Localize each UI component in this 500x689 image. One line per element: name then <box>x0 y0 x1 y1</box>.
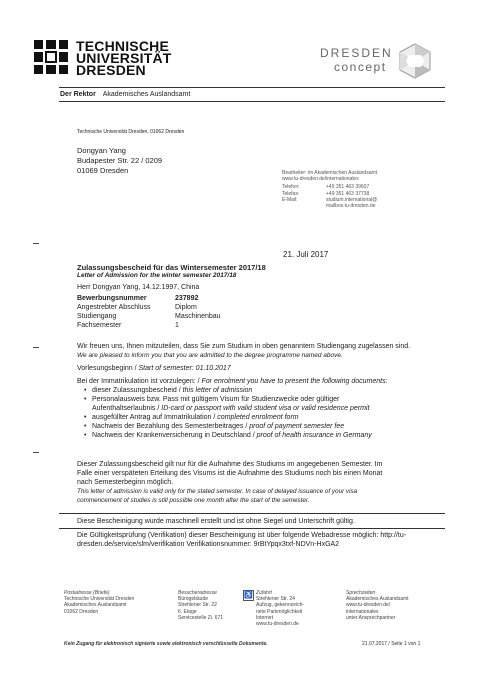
list-item: • Nachweis der Krankenversicherung in Deutschland / proof of health insurance in Germany <box>82 431 457 440</box>
dc-logo-mark <box>396 42 434 80</box>
field-label: Studiengang <box>77 313 117 320</box>
recipient-street: Budapester Str. 22 / 0209 <box>77 156 163 165</box>
field-row <box>77 294 221 303</box>
footer-line: Aufzug, gekennzeich- <box>256 602 305 609</box>
header-rule-top <box>59 87 445 88</box>
contact-label: Telefax: <box>282 190 300 197</box>
validity-de-2: Falle einer verspäteten Erteilung des Visums ist die Aufnahme des Studiums noch bis einen Monat <box>77 470 383 477</box>
required-heading: Bei der Immatrikulation ist vorzulegen: / For enrolment you have to present the following documents: <box>77 378 388 385</box>
footer-line: 01062 Dresden <box>64 608 99 615</box>
item-en: ID-card or passport with valid student visa or valid residence permit <box>161 405 370 412</box>
item-en: completed enrolment form <box>217 414 299 421</box>
verify-line-1: Die Gültigkeitsprüfung (Verifikation) dieser Bescheinigung ist über folgende Webadresse möglich: http://tu- <box>77 532 407 539</box>
contact-label: Telefon: <box>282 184 300 191</box>
footer-line: www.tu-dresden.de <box>256 621 299 628</box>
field-row <box>77 321 221 330</box>
item-de-cont: Aufenthaltserlaubnis <box>92 405 156 412</box>
contact-email2: mailbox.tu-dresden.de <box>326 203 376 210</box>
contact-value: studium.international@ <box>326 196 378 203</box>
verification <box>77 531 462 549</box>
footer-line: Internet <box>256 614 273 621</box>
verify-line-2: dresden.de/service/slm/verifikation Verifikationsnummer: 9rBtYpqx3txf-NDVn-HxGA2 <box>77 541 340 548</box>
item-de: dieser Zulassungsbescheid <box>92 387 177 394</box>
divider <box>59 513 445 514</box>
footer-line: 6. Etage <box>178 608 197 615</box>
accessibility-icon: ♿ <box>244 592 253 599</box>
validity-paragraph <box>77 460 462 505</box>
recipient-city: 01069 Dresden <box>77 166 129 175</box>
list-item: • Nachweis der Bezahlung des Semesterbeitrages / proof of payment semester fee <box>82 422 457 431</box>
semester-start: Vorlesungsbeginn / Start of semester: 01.10.2017 <box>77 365 231 372</box>
footer-title: Zufahrt <box>256 590 272 596</box>
header-dept <box>60 90 190 99</box>
validity-de-1: Dieser Zulassungsbescheid gilt nur für die Aufnahme des Studiums im angegebenen Semester. Im <box>77 461 383 468</box>
footer-title: Besucheradresse <box>178 590 217 596</box>
tu-name-line: DRESDEN <box>76 62 146 78</box>
footer-line: unter Ansprechpartner <box>346 614 396 621</box>
tu-logo <box>32 38 70 76</box>
field-value: 237892 <box>175 295 199 302</box>
footer-line: Bürogebäude <box>178 596 209 603</box>
recipient-name: Dongyan Yang <box>77 146 126 155</box>
footer-line: internationales <box>346 608 379 615</box>
contact-intro: Bearbeiter: im Akademischen Auslandsamt <box>282 170 378 176</box>
fold-mark <box>33 243 39 244</box>
info-de: Wir freuen uns, Ihnen mitzuteilen, dass Sie zum Studium in oben genanntem Studiengang zugelassen sind. <box>77 343 411 350</box>
field-row <box>77 303 221 312</box>
info-paragraph <box>77 342 457 360</box>
dc-line-2: concept <box>334 60 387 74</box>
field-value: 1 <box>175 322 179 329</box>
footer-line: Strehlener Str. 22 <box>178 602 217 609</box>
fold-mark <box>33 452 39 453</box>
rektor-label: Der Rektor <box>60 91 96 98</box>
fields-table <box>77 294 221 330</box>
item-de: Nachweis der Krankenversicherung in Deutschland <box>92 432 251 439</box>
item-en: proof of payment semester fee <box>249 423 345 430</box>
footer-col-visit <box>178 590 223 621</box>
machine-note: Diese Bescheinigung wurde maschinell erstellt und ist ohne Siegel und Unterschrift gültig. <box>77 518 355 525</box>
field-value: Diplom <box>175 304 197 311</box>
recipient <box>77 146 162 176</box>
letter-date: 21. Juli 2017 <box>283 250 329 259</box>
footer-note: Kein Zugang für elektronisch signierte sowie elektronisch verschlüsselte Dokumente. <box>64 641 268 647</box>
subject <box>77 263 266 280</box>
contact-web: www.tu-dresden.de/internationales <box>282 176 359 183</box>
subject-en: Letter of Admission for the winter semester 2017/18 <box>77 272 237 279</box>
footer-col-access <box>256 590 304 627</box>
person-line: Herr Dongyan Yang, 14.12.1997, China <box>77 284 200 291</box>
fold-mark <box>33 347 39 348</box>
footer-line: Akademisches Auslandsamt <box>64 602 127 609</box>
tu-logo-icon <box>32 38 70 76</box>
info-en: We are pleased to inform you that you are admitted to the degree programme named above. <box>77 352 343 359</box>
required-de: Bei der Immatrikulation ist vorzulegen: <box>77 378 196 385</box>
field-label: Bewerbungsnummer <box>77 295 147 302</box>
item-en: proof of health insurance in Germany <box>256 432 372 439</box>
contact-block <box>282 170 412 209</box>
validity-en-1: This letter of admission is valid only for the stated semester. In case of delayed issuance of your visa <box>77 488 358 495</box>
footer-col-post <box>64 590 134 615</box>
footer-line: Servicestelle Zi. 671 <box>178 614 224 621</box>
hexagon-logo-icon <box>396 42 434 80</box>
footer-col-hours <box>346 590 409 621</box>
field-row <box>77 312 221 321</box>
tu-name <box>76 40 172 76</box>
footer-title: Postadresse (Briefe) <box>64 590 110 596</box>
item-en: this letter of admission <box>182 387 253 394</box>
field-label: Angestrebter Abschluss <box>77 304 151 311</box>
field-label: Fachsemester <box>77 322 122 329</box>
required-en: For enrolment you have to present the following documents: <box>201 378 388 385</box>
required-list <box>77 386 457 440</box>
validity-en-2: commencement of studies is still possible one month after the start of the semester. <box>77 497 310 504</box>
dc-line-1: DRESDEN <box>320 46 393 60</box>
contact-label: E-Mail: <box>282 196 298 203</box>
tu-name-line: TECHNISCHE <box>76 38 170 54</box>
semester-start-en: Start of semester: 01.10.2017 <box>138 365 231 372</box>
item-de: Nachweis der Bezahlung des Semesterbeitrages <box>92 423 244 430</box>
contact-value: +49 351 463 37738 <box>326 190 370 197</box>
footer-line: www.tu-dresden.de/ <box>346 602 391 609</box>
tu-name-line: UNIVERSITÄT <box>76 50 172 66</box>
sender-line: Technische Universität Dresden, 01062 Dresden <box>77 129 185 135</box>
header-rule-bottom <box>59 101 445 102</box>
contact-value: +49 351 463 39607 <box>326 184 370 191</box>
footer-line: Technische Universität Dresden <box>64 596 135 603</box>
dresden-concept-logo <box>320 46 393 74</box>
list-item: • Personalausweis bzw. Pass mit gültigem Visum für Studienzwecke oder gültiger Aufenthaltserlaubnis / ID-card or passport with valid student visa or valid residence permit <box>82 395 457 413</box>
subject-de: Zulassungsbescheid für das Wintersemester 2017/18 <box>77 263 266 272</box>
required-docs <box>77 377 457 440</box>
footer-title: Sprechzeiten <box>346 590 376 596</box>
item-de: Personalausweis bzw. Pass mit gültigem Visum für Studienzwecke oder gültiger <box>92 396 340 403</box>
list-item: • ausgefüllter Antrag auf Immatrikulation / completed enrolment form <box>82 413 457 422</box>
list-item: • dieser Zulassungsbescheid / this letter of admission <box>82 386 457 395</box>
footer-line: nete Parkmöglichkeit <box>256 608 303 615</box>
page-info: 21.07.2017 / Seite 1 von 1 <box>362 641 421 647</box>
office-label: Akademisches Auslandsamt <box>102 91 191 98</box>
semester-start-de: Vorlesungsbeginn <box>77 365 133 372</box>
footer-line: Strehlener Str. 24 <box>256 596 295 603</box>
footer-line: Akademisches Auslandsamt <box>346 596 409 603</box>
item-de: ausgefüllter Antrag auf Immatrikulation <box>92 414 212 421</box>
field-value: Maschinenbau <box>175 313 221 320</box>
validity-de-3: nach Semesterbeginn möglich. <box>77 479 174 486</box>
divider <box>59 528 445 529</box>
